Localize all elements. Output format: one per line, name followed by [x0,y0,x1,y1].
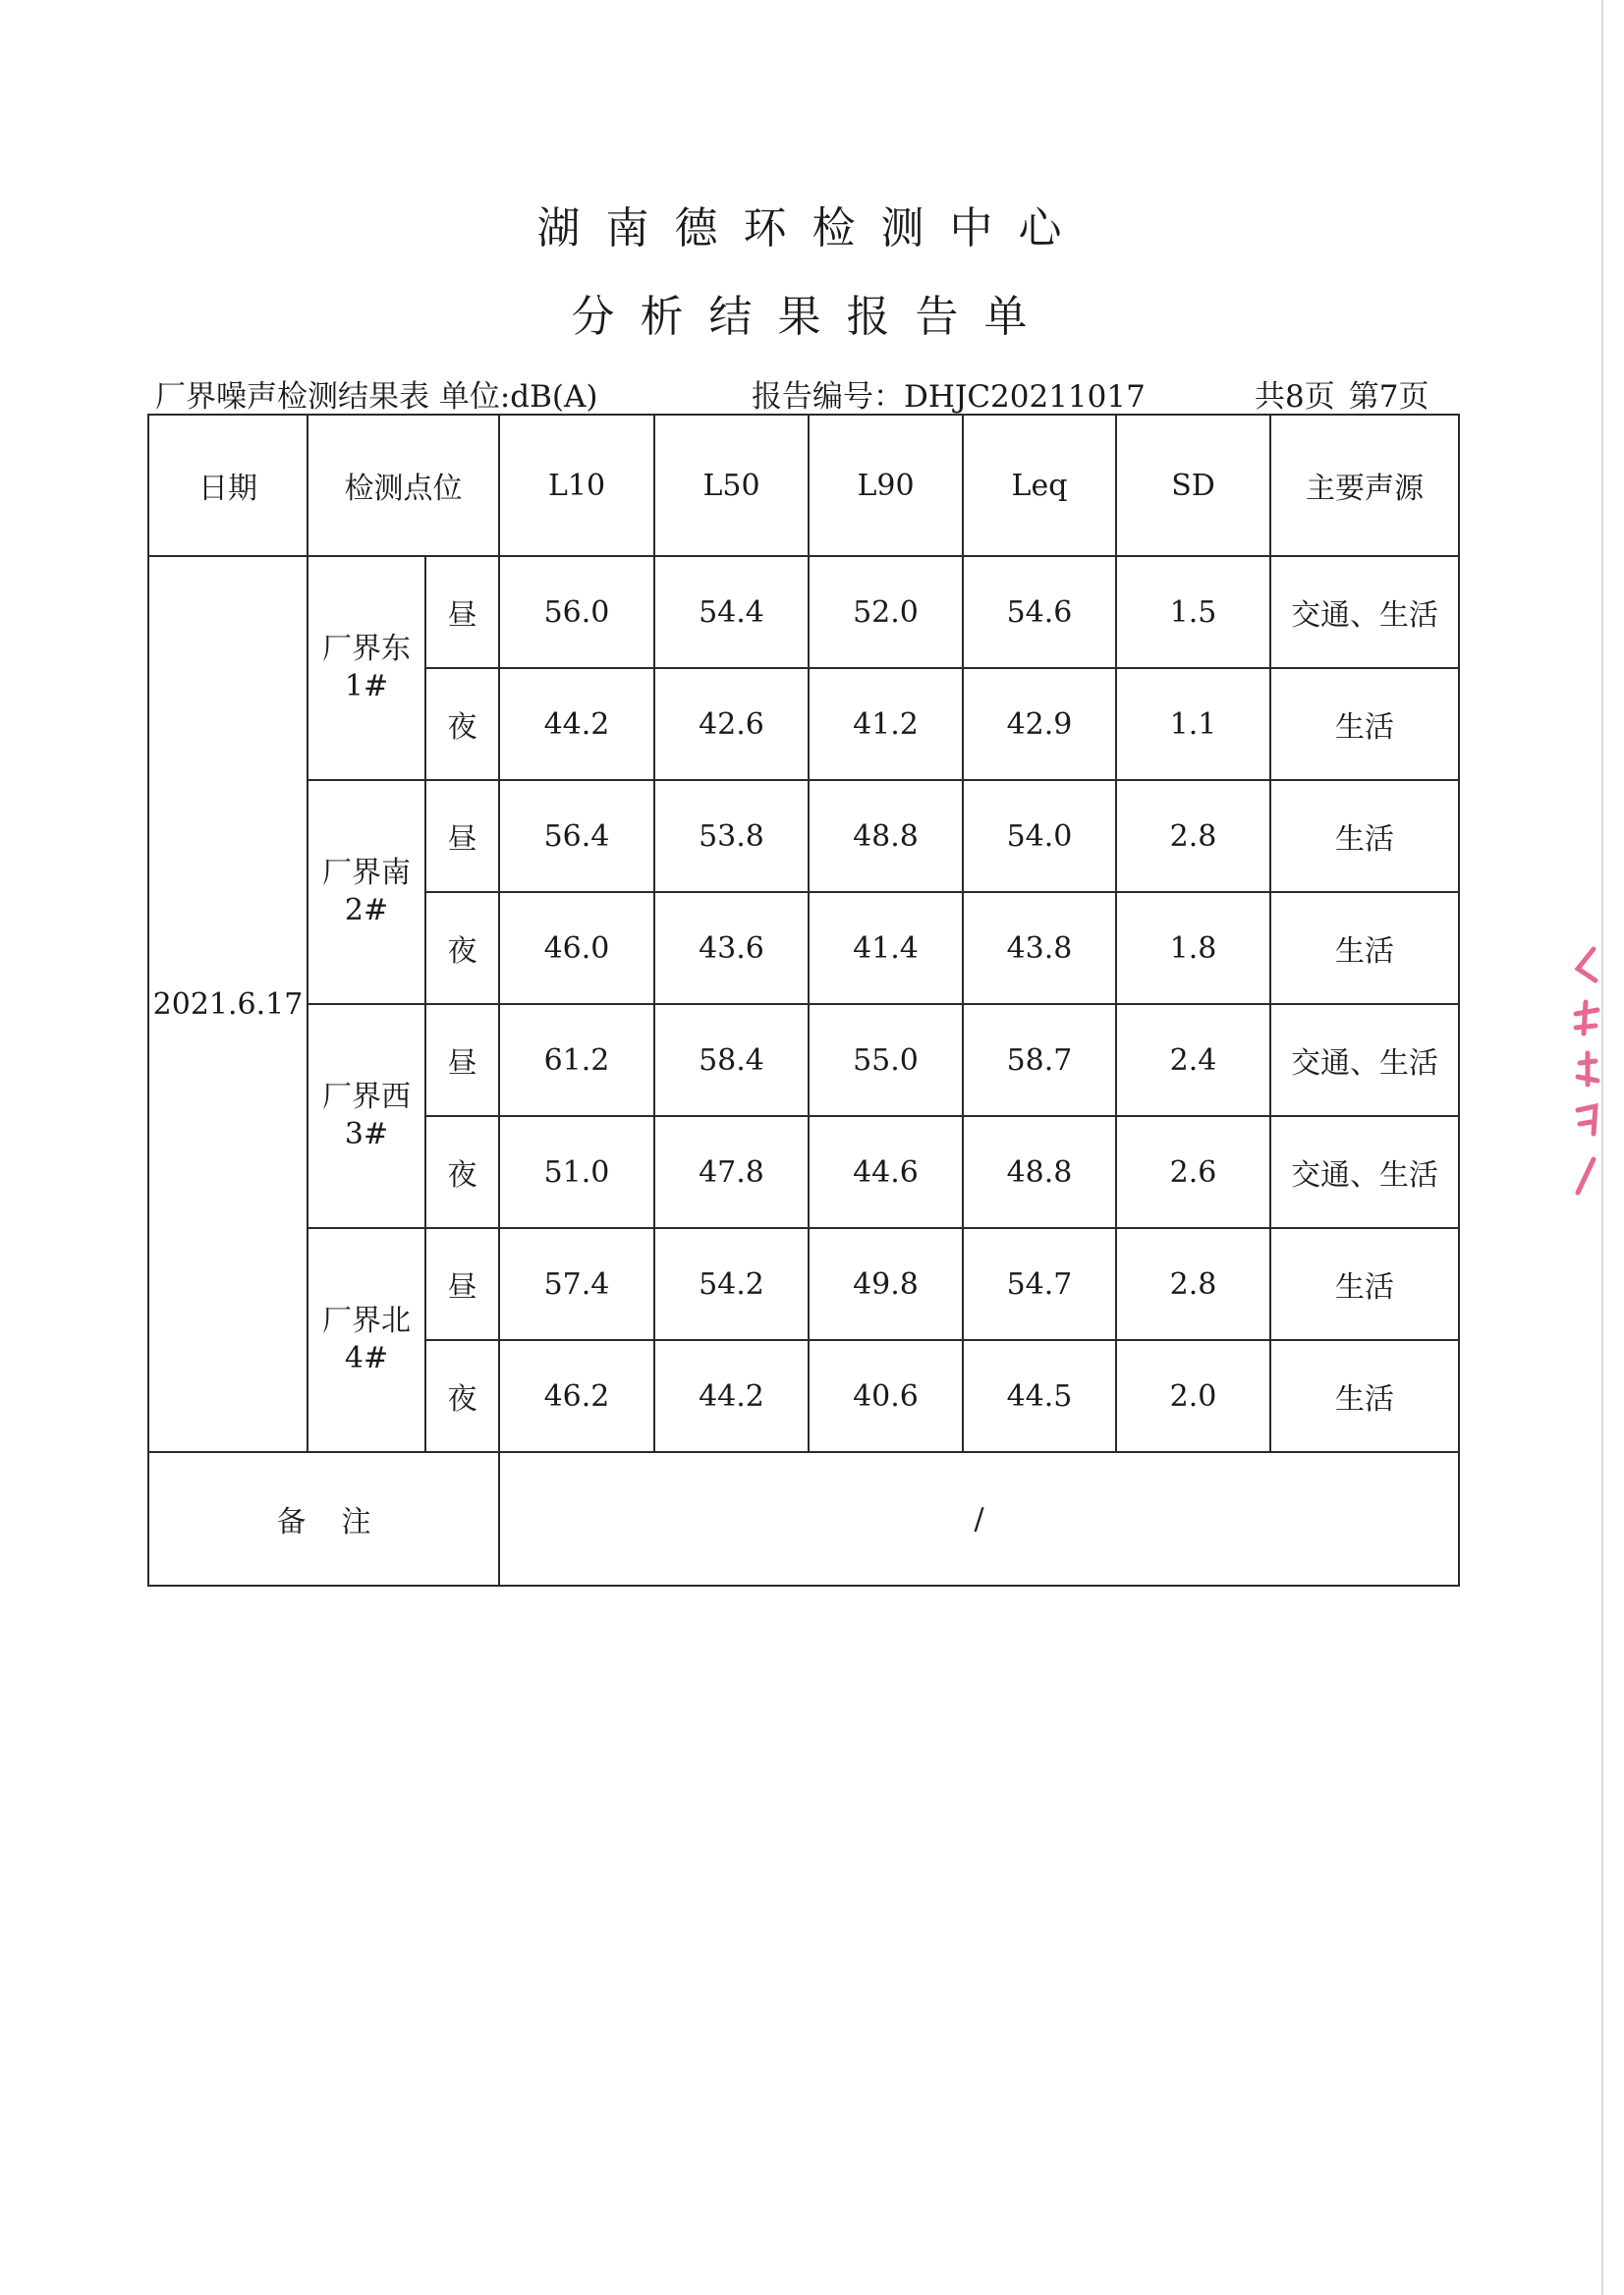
sd-cell: 2.8 [1116,1228,1270,1340]
sd-cell: 1.8 [1116,892,1270,1004]
l90-cell: 52.0 [809,556,963,668]
l90-cell: 41.2 [809,668,963,780]
l10-cell: 44.2 [499,668,654,780]
table-row [148,1004,1459,1116]
header-point: 检测点位 [308,415,499,556]
period-cell: 昼 [425,1004,499,1116]
point-cell [308,1228,425,1452]
l10-cell: 56.0 [499,556,654,668]
point-cell [308,780,425,1004]
scan-edge-line [1601,0,1603,2295]
table-row [148,556,1459,668]
document-title: 分析结果报告单 [571,292,1053,342]
l10-cell: 57.4 [499,1228,654,1340]
leq-cell: 54.7 [963,1228,1116,1340]
point-name: 厂界东 [322,632,411,666]
sd-cell: 1.5 [1116,556,1270,668]
l50-cell: 54.2 [654,1228,809,1340]
sd-cell: 2.6 [1116,1116,1270,1228]
sd-cell: 2.4 [1116,1004,1270,1116]
notes-row [148,1452,1459,1586]
source-cell: 生活 [1270,1228,1459,1340]
point-name: 厂界北 [322,1304,411,1338]
period-cell: 昼 [425,556,499,668]
l50-cell: 58.4 [654,1004,809,1116]
header-l90: L90 [809,415,963,556]
source-cell: 生活 [1270,668,1459,780]
point-code: 3# [344,1117,389,1151]
notes-value: / [499,1452,1459,1586]
l90-cell: 44.6 [809,1116,963,1228]
l50-cell: 47.8 [654,1116,809,1228]
page-indicator [1255,371,1428,416]
l50-cell: 44.2 [654,1340,809,1452]
l10-cell: 46.2 [499,1340,654,1452]
l90-cell: 49.8 [809,1228,963,1340]
header-sd: SD [1116,415,1270,556]
leq-cell: 42.9 [963,668,1116,780]
source-cell: 交通、生活 [1270,556,1459,668]
leq-cell: 48.8 [963,1116,1116,1228]
organization-title: 湖南德环检测中心 [536,203,1088,253]
point-code: 4# [344,1341,389,1375]
source-cell: 交通、生活 [1270,1116,1459,1228]
table-row [148,1228,1459,1340]
leq-cell: 58.7 [963,1004,1116,1116]
period-cell: 昼 [425,780,499,892]
leq-cell: 54.0 [963,780,1116,892]
table-row [148,780,1459,892]
header-l50: L50 [654,415,809,556]
header-row [148,415,1459,556]
noise-result-table [147,414,1460,1587]
l50-cell: 54.4 [654,556,809,668]
header-date: 日期 [148,415,308,556]
l10-cell: 56.4 [499,780,654,892]
source-cell: 交通、生活 [1270,1004,1459,1116]
l90-cell: 55.0 [809,1004,963,1116]
l50-cell: 42.6 [654,668,809,780]
point-code: 2# [344,893,389,927]
total-pages: 共8页 [1255,379,1335,415]
date-cell: 2021.6.17 [148,556,308,1452]
point-cell [308,556,425,780]
sd-cell: 2.0 [1116,1340,1270,1452]
l90-cell: 48.8 [809,780,963,892]
table-title: 厂界噪声检测结果表 [155,379,429,415]
leq-cell: 54.6 [963,556,1116,668]
notes-label-char-1: 备 [276,1505,307,1539]
l10-cell: 51.0 [499,1116,654,1228]
header-source: 主要声源 [1270,415,1459,556]
l90-cell: 40.6 [809,1340,963,1452]
table-title-line [155,371,598,416]
leq-cell: 44.5 [963,1340,1116,1452]
point-cell [308,1004,425,1228]
point-name: 厂界西 [322,1080,411,1114]
leq-cell: 43.8 [963,892,1116,1004]
source-cell: 生活 [1270,780,1459,892]
point-name: 厂界南 [322,856,411,890]
l50-cell: 53.8 [654,780,809,892]
notes-label [148,1452,499,1586]
source-cell: 生活 [1270,892,1459,1004]
header-l10: L10 [499,415,654,556]
report-number: 报告编号：DHJC20211017 [752,379,1146,415]
sd-cell: 1.1 [1116,668,1270,780]
l50-cell: 43.6 [654,892,809,1004]
sd-cell: 2.8 [1116,780,1270,892]
l10-cell: 61.2 [499,1004,654,1116]
period-cell: 夜 [425,1340,499,1452]
period-cell: 夜 [425,668,499,780]
page-number: 第7页 [1348,379,1429,415]
header-leq: Leq [963,415,1116,556]
unit-label: 单位:dB(A) [438,379,598,415]
point-code: 1# [344,669,389,703]
period-cell: 昼 [425,1228,499,1340]
source-cell: 生活 [1270,1340,1459,1452]
period-cell: 夜 [425,1116,499,1228]
l90-cell: 41.4 [809,892,963,1004]
l10-cell: 46.0 [499,892,654,1004]
period-cell: 夜 [425,892,499,1004]
notes-label-char-2: 注 [341,1505,371,1539]
seal-stamp-fragment [1570,945,1601,1201]
